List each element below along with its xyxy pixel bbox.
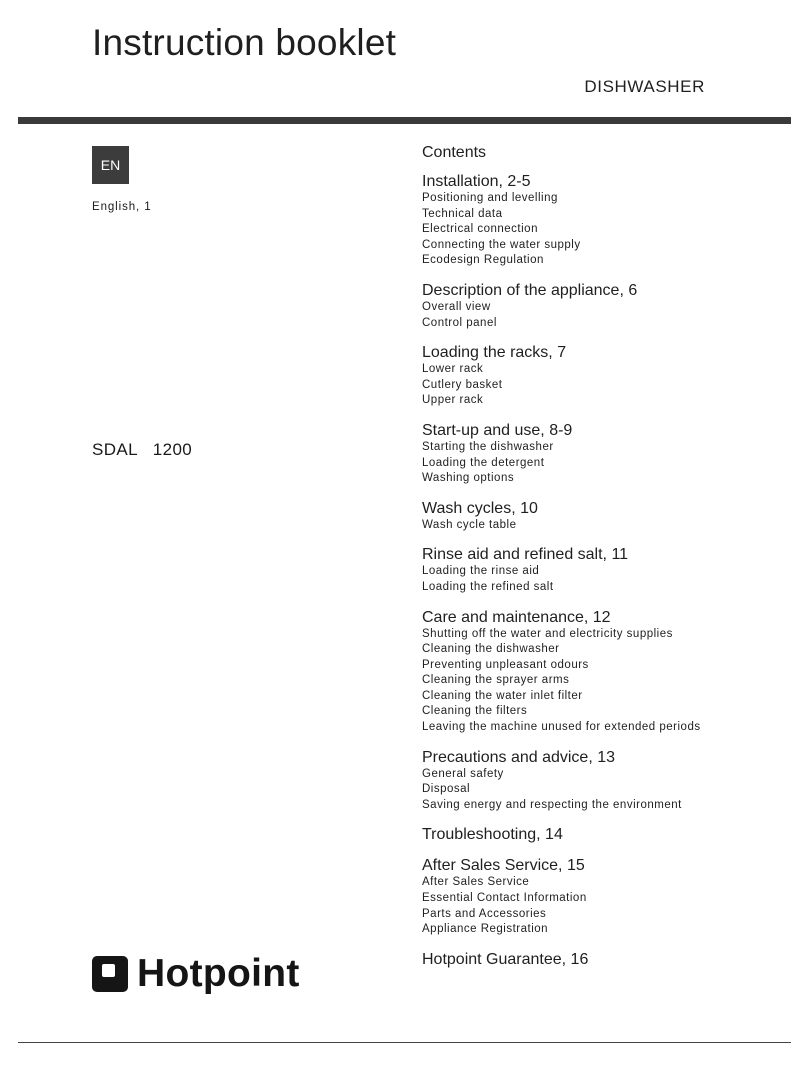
section-item: Washing options	[422, 472, 515, 485]
section-title: Rinse aid and refined salt, 11	[422, 546, 629, 564]
section-item: Ecodesign Regulation	[422, 254, 544, 267]
contents-section	[422, 856, 802, 937]
contents-section	[422, 172, 802, 269]
section-item-list	[422, 564, 802, 595]
section-item: Parts and Accessories	[422, 907, 547, 920]
contents-section	[422, 950, 802, 969]
section-title: Installation, 2-5	[422, 173, 531, 190]
section-item: Technical data	[422, 207, 503, 220]
brand-logo	[92, 952, 300, 996]
section-item: After Sales Service	[422, 876, 530, 889]
section-item: Shutting off the water and electricity supplies	[422, 627, 673, 640]
section-item: Connecting the water supply	[422, 238, 581, 251]
section-title: Start-up and use, 8-9	[422, 421, 573, 439]
section-title: Hotpoint Guarantee, 16	[422, 950, 589, 968]
section-title: Precautions and advice, 13	[422, 748, 616, 766]
section-title: Care and maintenance, 12	[422, 608, 611, 626]
section-item: Upper rack	[422, 394, 484, 407]
contents-section	[422, 281, 802, 331]
contents-section	[422, 748, 802, 814]
section-item: Loading the detergent	[422, 456, 545, 469]
brand-name: Hotpoint	[137, 952, 300, 995]
product-type: DISHWASHER	[584, 77, 705, 96]
section-item: Wash cycle table	[422, 518, 517, 531]
section-item-list	[422, 767, 802, 814]
footer-divider	[18, 1042, 791, 1043]
section-title: Troubleshooting, 14	[422, 826, 563, 844]
table-of-contents	[422, 143, 802, 981]
section-item: Saving energy and respecting the environment	[422, 798, 682, 811]
section-item: Loading the rinse aid	[422, 565, 540, 578]
language-page-ref: English, 1	[92, 201, 152, 213]
section-item: Leaving the machine unused for extended periods	[422, 721, 701, 734]
contents-heading: Contents	[422, 144, 487, 161]
section-item-list	[422, 627, 802, 736]
section-item: Preventing unpleasant odours	[422, 658, 589, 671]
section-item: Cutlery basket	[422, 378, 503, 391]
section-item: Loading the refined salt	[422, 580, 554, 593]
section-item: Starting the dishwasher	[422, 440, 554, 453]
section-title: Wash cycles, 10	[422, 499, 538, 517]
section-title: Loading the racks, 7	[422, 344, 567, 362]
language-badge: EN	[92, 146, 129, 184]
section-item-list	[422, 518, 802, 534]
section-item-list	[422, 300, 802, 331]
section-title: Description of the appliance, 6	[422, 281, 638, 299]
section-item: Overall view	[422, 300, 491, 313]
page-title: Instruction booklet	[92, 22, 397, 63]
brand-mark-icon	[92, 956, 128, 992]
section-item: Electrical connection	[422, 223, 538, 236]
contents-sections	[422, 172, 802, 969]
section-item: Cleaning the sprayer arms	[422, 674, 570, 687]
section-item: Cleaning the filters	[422, 705, 528, 718]
section-item: Positioning and levelling	[422, 192, 558, 204]
section-item: Essential Contact Information	[422, 892, 587, 905]
section-item-list	[422, 362, 802, 409]
section-item: General safety	[422, 767, 504, 780]
section-item-list	[422, 191, 802, 269]
model-number: SDAL 1200	[92, 440, 193, 459]
section-title: After Sales Service, 15	[422, 857, 585, 875]
section-item: Lower rack	[422, 363, 484, 376]
section-item: Appliance Registration	[422, 923, 549, 936]
contents-section	[422, 608, 802, 736]
contents-section	[422, 343, 802, 409]
section-item: Cleaning the water inlet filter	[422, 689, 583, 702]
section-item: Disposal	[422, 783, 471, 796]
contents-section	[422, 421, 802, 487]
section-item: Control panel	[422, 316, 497, 329]
section-item-list	[422, 440, 802, 487]
contents-section	[422, 545, 802, 595]
header-divider	[18, 117, 791, 124]
contents-section	[422, 499, 802, 534]
section-item-list	[422, 875, 802, 937]
section-item: Cleaning the dishwasher	[422, 643, 560, 656]
contents-section	[422, 825, 802, 844]
